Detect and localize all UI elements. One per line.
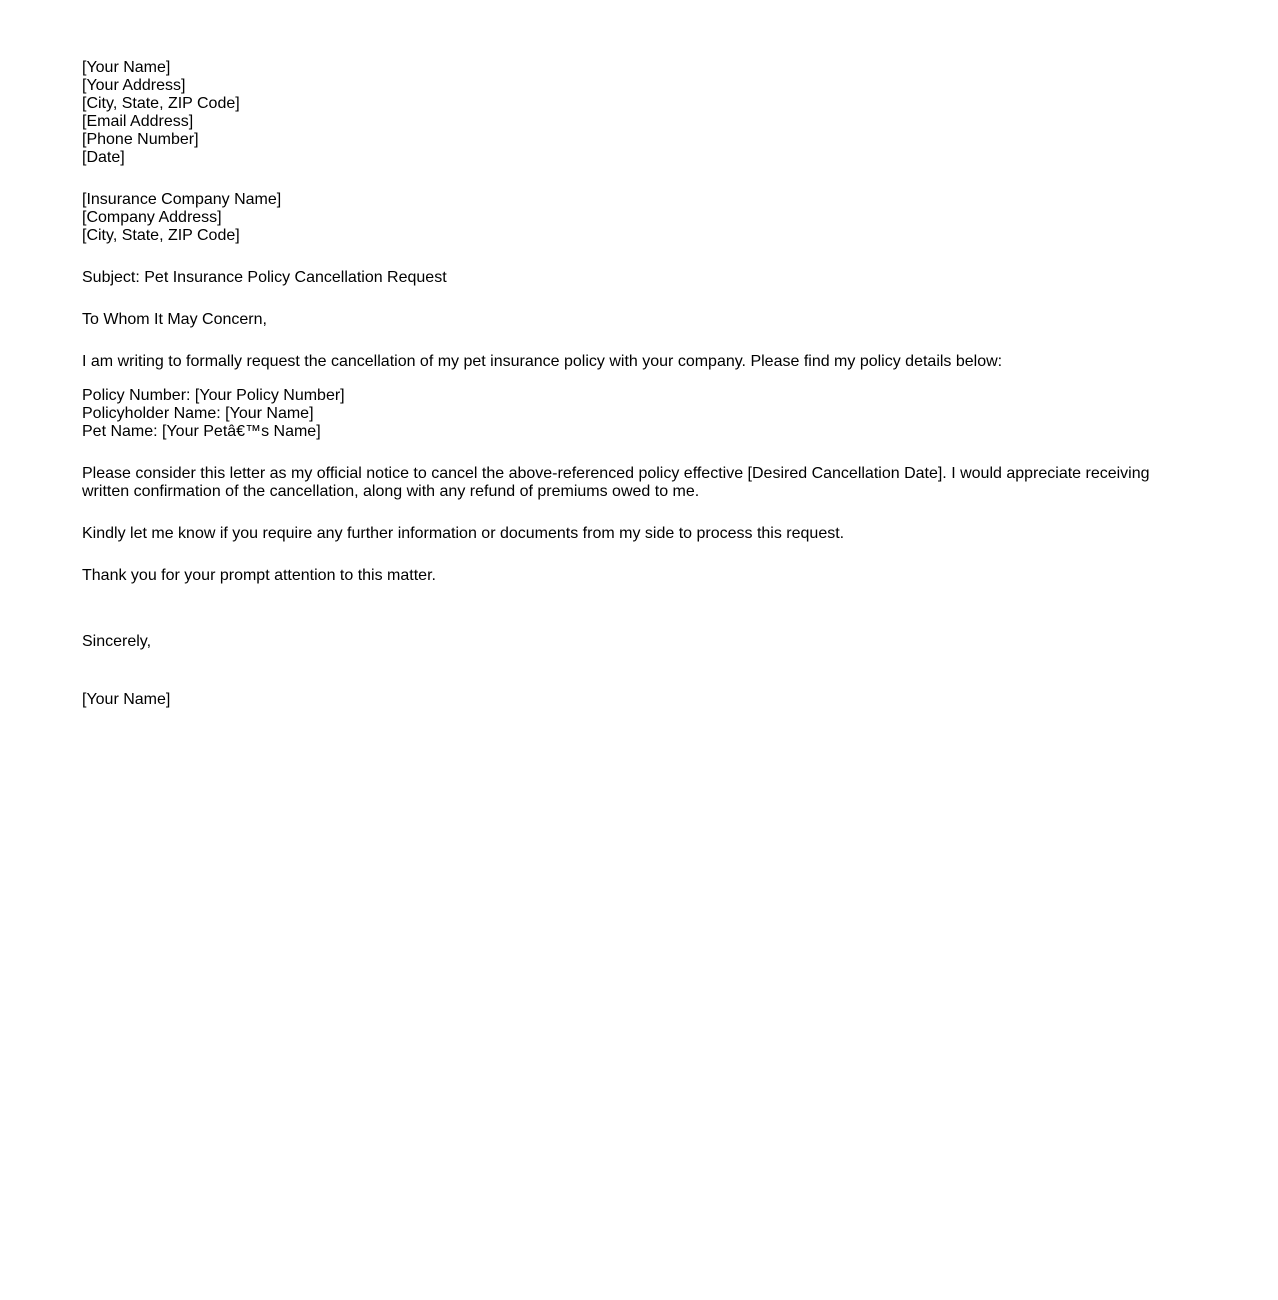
sender-address: [Your Address] bbox=[82, 77, 186, 94]
sender-block bbox=[82, 59, 1182, 167]
recipient-company-name: [Insurance Company Name] bbox=[82, 191, 282, 208]
salutation-text: To Whom It May Concern, bbox=[82, 311, 267, 328]
subject-text: Subject: Pet Insurance Policy Cancellation Request bbox=[82, 269, 447, 286]
sender-phone: [Phone Number] bbox=[82, 131, 199, 148]
subject-line bbox=[82, 269, 1182, 287]
letter-date: [Date] bbox=[82, 149, 125, 166]
sender-name: [Your Name] bbox=[82, 59, 171, 76]
thanks-text: Thank you for your prompt attention to this matter. bbox=[82, 567, 436, 584]
intro-text: I am writing to formally request the cancellation of my pet insurance policy with your company. Please find my policy details below: bbox=[82, 353, 1003, 370]
signature-name: [Your Name] bbox=[82, 691, 171, 708]
notice-paragraph bbox=[82, 465, 1182, 501]
notice-text: Please consider this letter as my official notice to cancel the above-referenced policy effective [Desired Cancellation Date]. I would appreciate receiving written confirmation of the cancellation, along with any refund of premiums owed to me. bbox=[82, 465, 1150, 500]
closing bbox=[82, 633, 1182, 651]
thanks-paragraph bbox=[82, 567, 1182, 585]
recipient-block bbox=[82, 191, 1182, 245]
pet-name: Pet Name: [Your Petâ€™s Name] bbox=[82, 423, 321, 440]
policyholder-name: Policyholder Name: [Your Name] bbox=[82, 405, 314, 422]
policy-number: Policy Number: [Your Policy Number] bbox=[82, 387, 345, 404]
signature bbox=[82, 691, 1182, 709]
sender-city-state-zip: [City, State, ZIP Code] bbox=[82, 95, 240, 112]
intro-paragraph bbox=[82, 353, 1182, 371]
request-paragraph bbox=[82, 525, 1182, 543]
letter-page bbox=[82, 59, 1182, 709]
sender-email: [Email Address] bbox=[82, 113, 194, 130]
policy-details-block bbox=[82, 387, 1182, 441]
recipient-city-state-zip: [City, State, ZIP Code] bbox=[82, 227, 240, 244]
salutation bbox=[82, 311, 1182, 329]
request-text: Kindly let me know if you require any further information or documents from my side to process this request. bbox=[82, 525, 845, 542]
recipient-company-address: [Company Address] bbox=[82, 209, 222, 226]
closing-text: Sincerely, bbox=[82, 633, 152, 650]
